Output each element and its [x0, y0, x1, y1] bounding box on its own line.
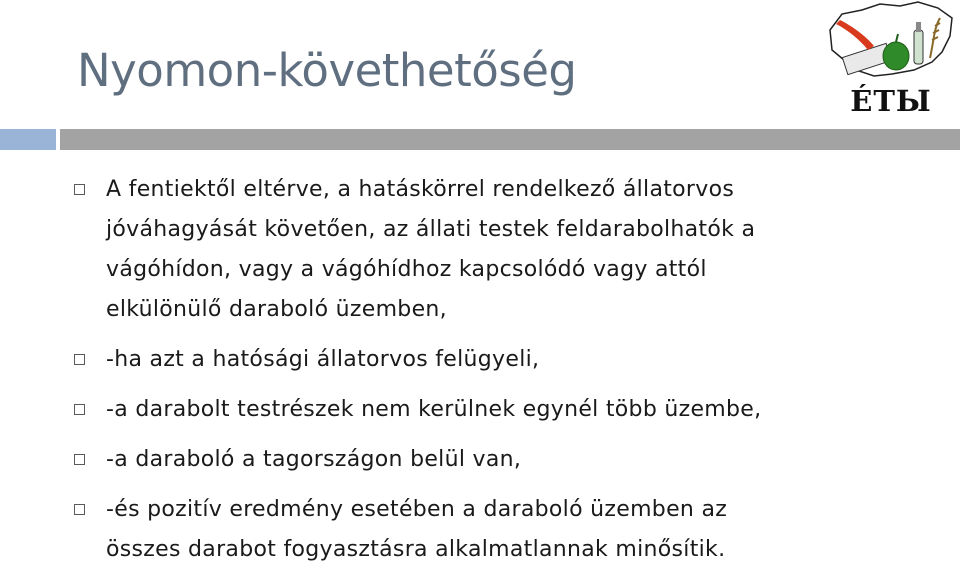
square-bullet-icon [74, 404, 85, 415]
bullet-text-line: -a darabolt testrészek nem kerülnek egynél több üzembe, [106, 397, 762, 422]
bullet-text-line: A fentiektől eltérve, a hatáskörrel rendelkező állatorvos [106, 177, 735, 202]
bullet-text-line: összes darabot fogyasztásra alkalmatlannak minősítik. [106, 537, 726, 562]
square-bullet-icon [74, 504, 85, 515]
square-bullet-icon [74, 354, 85, 365]
etbi-logo [822, 0, 960, 126]
bullet-item [70, 170, 950, 330]
bullet-text-line: elkülönülő daraboló üzemben, [106, 297, 447, 322]
bullet-text-line: -ha azt a hatósági állatorvos felügyeli, [106, 347, 540, 372]
bullet-item [70, 440, 950, 480]
square-bullet-icon [74, 454, 85, 465]
accent-bar-left [0, 129, 56, 150]
bullet-text-line: jóváhagyását követően, az állati testek feldarabolhatók a [106, 217, 756, 242]
bullet-text-line: -és pozitív eredmény esetében a daraboló üzemben az [106, 497, 728, 522]
bullet-item [70, 340, 950, 380]
slide-title: Nyomon-követhetőség [77, 44, 577, 97]
bullet-item [70, 390, 950, 430]
accent-bar-right [60, 129, 960, 150]
logo-text: ÉTЫ [850, 84, 932, 118]
hungary-map-icon [822, 0, 960, 90]
square-bullet-icon [74, 184, 85, 195]
bullet-item [70, 490, 950, 570]
bullet-text-line: -a daraboló a tagországon belül van, [106, 447, 522, 472]
bullet-text-line: vágóhídon, vagy a vágóhídhoz kapcsolódó vagy attól [106, 257, 707, 282]
bullet-list [70, 170, 950, 570]
